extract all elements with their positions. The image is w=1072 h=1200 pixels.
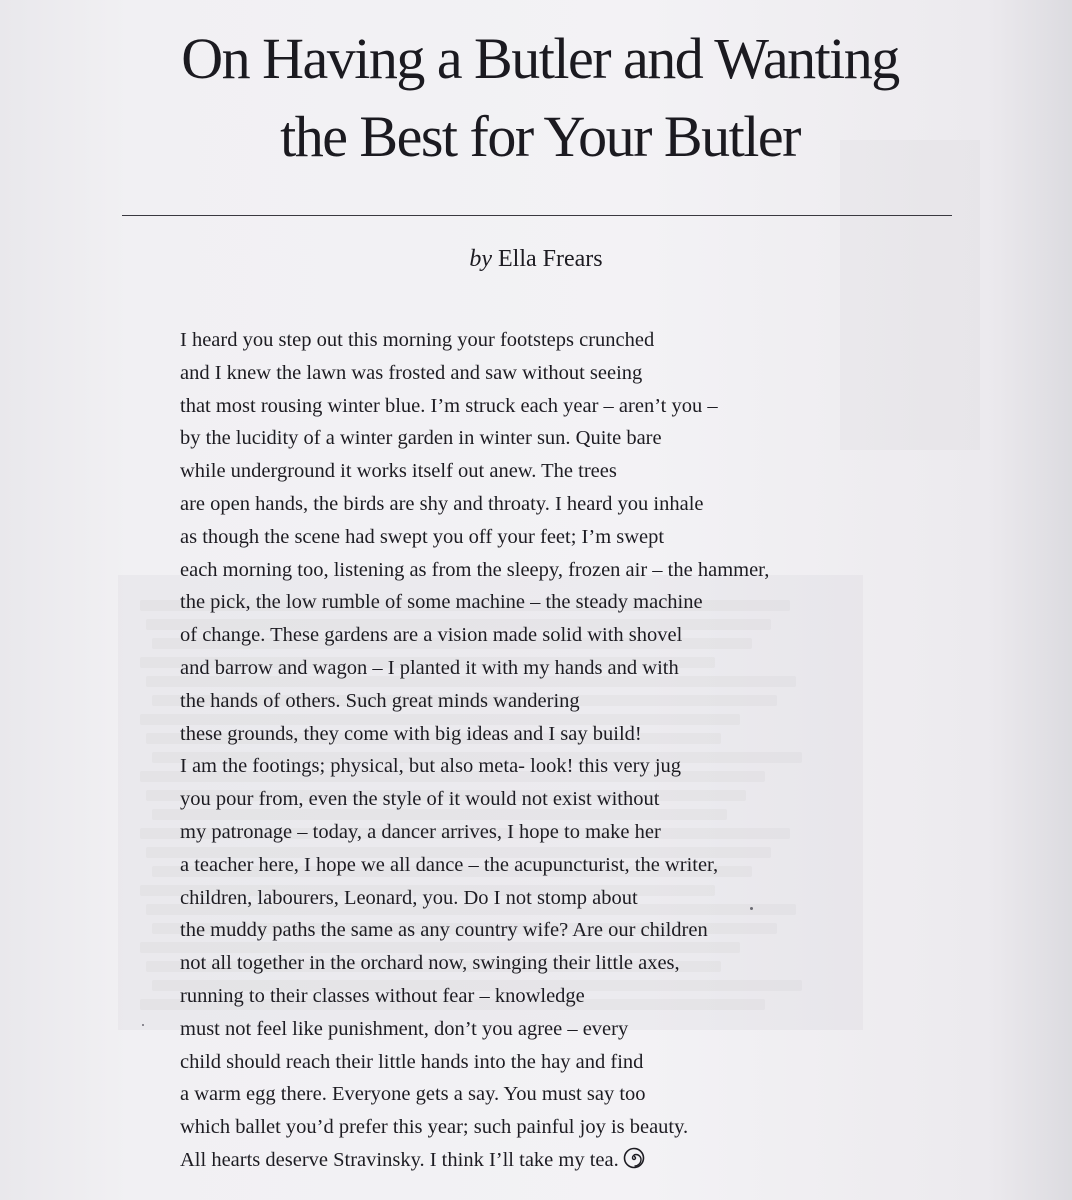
poem-line (180, 324, 940, 357)
poem-line (180, 849, 940, 882)
poem-line (180, 455, 940, 488)
byline (0, 246, 1072, 273)
poem-line-text: by the lucidity of a winter garden in winter sun. Quite bare (180, 427, 662, 450)
poem-line (180, 882, 940, 915)
title-line-2: the Best for Your Butler (280, 104, 800, 169)
poem-line (180, 783, 940, 816)
poem-line-text: and I knew the lawn was frosted and saw without seeing (180, 361, 643, 384)
poem-line-text: the muddy paths the same as any country wife? Are our children (180, 919, 708, 942)
poem-line-text: All hearts deserve Stravinsky. I think I’ll take my tea. (180, 1148, 619, 1171)
poem-line-text: these grounds, they come with big ideas and I say build! (180, 722, 642, 745)
poem-line-text: the pick, the low rumble of some machine – the steady machine (180, 591, 703, 614)
poem-line-text: that most rousing winter blue. I’m struck each year – aren’t you – (180, 394, 718, 417)
poem-line-text: you pour from, even the style of it would not exist without (180, 788, 660, 811)
poem-line-text: I am the footings; physical, but also meta- look! this very jug (180, 755, 682, 778)
poem-line-text: a warm egg there. Everyone gets a say. You must say too (180, 1083, 646, 1106)
paper-speck (750, 907, 753, 910)
poem-line-text: while underground it works itself out anew. The trees (180, 460, 617, 483)
poem-line (180, 1046, 940, 1079)
poem-line (180, 390, 940, 423)
poem-line (180, 554, 940, 587)
poem-line (180, 619, 940, 652)
poem-line-text: are open hands, the birds are shy and throaty. I heard you inhale (180, 492, 704, 515)
poem-line-text: running to their classes without fear – knowledge (180, 984, 585, 1007)
poem-line (180, 1111, 940, 1144)
poem-line-text: as though the scene had swept you off your feet; I’m swept (180, 525, 665, 548)
poem-line (180, 750, 940, 783)
poem-line-text: children, labourers, Leonard, you. Do I not stomp about (180, 886, 638, 909)
poem-line (180, 947, 940, 980)
article-title (60, 20, 1020, 176)
poem-line-text: which ballet you’d prefer this year; such painful joy is beauty. (180, 1116, 689, 1139)
poem-line-text: a teacher here, I hope we all dance – the acupuncturist, the writer, (180, 853, 719, 876)
poem-line (180, 521, 940, 554)
paper-speck (142, 1024, 144, 1026)
poem-line (180, 914, 940, 947)
poem-line-text: each morning too, listening as from the sleepy, frozen air – the hammer, (180, 558, 770, 581)
poem-body (180, 324, 940, 1177)
poem-line-text: not all together in the orchard now, swinging their little axes, (180, 952, 680, 975)
poem-line-text: child should reach their little hands into the hay and find (180, 1050, 644, 1073)
poem-line (180, 1078, 940, 1111)
poem-line-text: the hands of others. Such great minds wandering (180, 689, 580, 712)
author-name: Ella Frears (498, 246, 603, 272)
spiral-end-mark-icon (623, 1147, 645, 1169)
poem-line-text: and barrow and wagon – I planted it with my hands and with (180, 656, 679, 679)
byline-prefix: by (469, 246, 493, 272)
poem-line-text: of change. These gardens are a vision made solid with shovel (180, 624, 683, 647)
poem-line (180, 1013, 940, 1046)
poem-line (180, 816, 940, 849)
poem-line (180, 980, 940, 1013)
poem-line-text: I heard you step out this morning your footsteps crunched (180, 329, 655, 351)
poem-line (180, 652, 940, 685)
poem-line (180, 718, 940, 751)
poem-line (180, 586, 940, 619)
poem-line-text: my patronage – today, a dancer arrives, I hope to make her (180, 820, 661, 843)
title-divider (122, 215, 952, 216)
poem-line (180, 488, 940, 521)
title-line-1: On Having a Butler and Wanting (181, 26, 899, 91)
poem-line (180, 422, 940, 455)
poem-line (180, 357, 940, 390)
poem-line (180, 1144, 940, 1177)
poem-line (180, 685, 940, 718)
poem-line-text: must not feel like punishment, don’t you agree – every (180, 1017, 629, 1040)
